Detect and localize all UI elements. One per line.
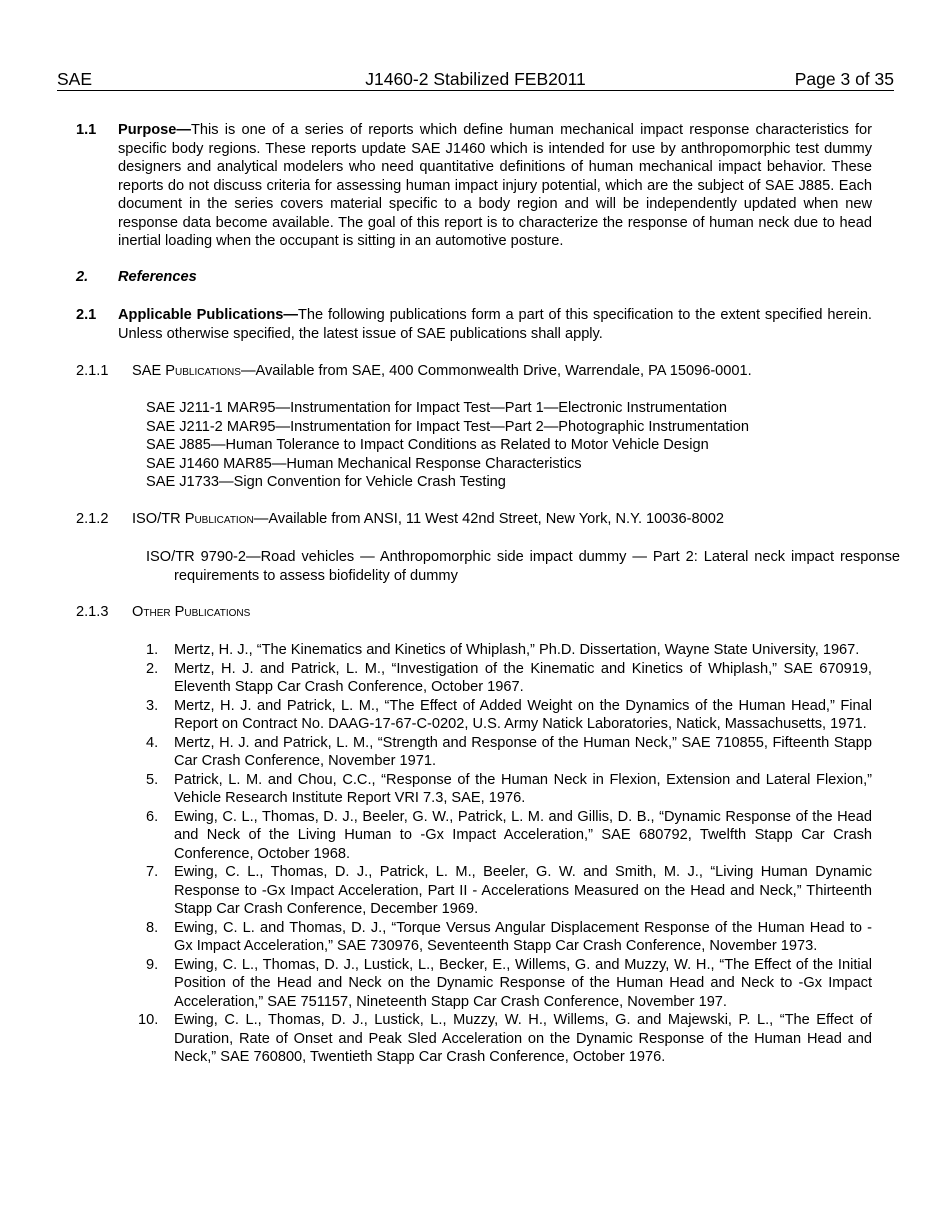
item-number: 1.	[146, 642, 159, 658]
section-body	[118, 306, 872, 343]
header-doc-id: J1460-2 Stabilized FEB2011	[365, 69, 586, 89]
item-number: 10.	[138, 1012, 159, 1028]
item-number: 9.	[146, 956, 159, 973]
item-text: Ewing, C. L., Thomas, D. J., Patrick, L. M., Beeler, G. W. and Smith, M. J., “Living Human Dynamic Response to -Gx Impact Acceleration, Part II - Accelerations Measured on the Head and Neck,” Thirteenth Stapp Car Crash Conference, December 1969.	[174, 864, 872, 917]
subsection-iso-publication	[76, 510, 872, 529]
section-number: 2.1	[76, 307, 97, 323]
item-text: Patrick, L. M. and Chou, C.C., “Response of the Human Neck in Flexion, Extension and Lateral Flexion,” Vehicle Research Institute Report VRI 7.3, SAE, 1976.	[174, 771, 872, 806]
header-org: SAE	[57, 69, 93, 89]
item-number: 4.	[146, 734, 159, 751]
sae-publication-list	[146, 399, 872, 492]
section-number: 2.	[76, 269, 89, 285]
item-text: Mertz, H. J., “The Kinematics and Kinetics of Whiplash,” Ph.D. Dissertation, Wayne State University, 1967.	[174, 642, 860, 658]
item-number: 7.	[146, 864, 159, 880]
subsection-heading	[132, 510, 872, 529]
header-page-number: Page 3 of 35	[794, 69, 894, 89]
subsection-number: 2.1.2	[76, 511, 109, 527]
list-item: SAE J211-1 MAR95—Instrumentation for Impact Test—Part 1—Electronic Instrumentation	[146, 400, 728, 416]
heading-cap: O	[132, 604, 144, 620]
heading-rest: —Available from ANSI, 11 West 42nd Street, New York, N.Y. 10036-8002	[253, 511, 724, 527]
subsection-heading	[132, 362, 872, 381]
item-number: 5.	[146, 771, 159, 788]
item-number: 3.	[146, 697, 159, 714]
list-item	[138, 1011, 872, 1067]
section-applicable-publications	[76, 306, 872, 343]
item-text: Ewing, C. L., Thomas, D. J., Lustick, L., Muzzy, W. H., Willems, G. and Majewski, P. L., “The Effect of Duration, Rate of Onset and Peak Sled Acceleration on the Dynamic Response of the Human Head and Neck,” SAE 760800, Twentieth Stapp Car Crash Conference, October 1976.	[174, 1012, 872, 1065]
list-item	[146, 919, 872, 956]
iso-publication-item: ISO/TR 9790-2—Road vehicles — Anthropomorphic side impact dummy — Part 2: Lateral neck impact response requirements to assess biofidelity of dummy	[146, 549, 900, 584]
subsection-heading	[132, 603, 872, 622]
list-item	[146, 808, 872, 864]
item-number: 2.	[146, 660, 159, 677]
section-title: Applicable Publications—	[118, 307, 298, 323]
list-item	[146, 863, 872, 919]
item-number: 8.	[146, 919, 159, 936]
subsection-other-publications	[76, 603, 872, 622]
list-item: SAE J1460 MAR85—Human Mechanical Response Characteristics	[146, 455, 582, 472]
section-number: 1.1	[76, 122, 97, 138]
section-title: Purpose—	[118, 122, 191, 138]
list-item: SAE J885—Human Tolerance to Impact Conditions as Related to Motor Vehicle Design	[146, 437, 709, 453]
item-text: Mertz, H. J. and Patrick, L. M., “Strength and Response of the Human Neck,” SAE 710855, Fifteenth Stapp Car Crash Conference, November 1971.	[174, 734, 872, 769]
list-item	[146, 641, 872, 660]
page-header	[57, 69, 894, 91]
item-text: Mertz, H. J. and Patrick, L. M., “The Effect of Added Weight on the Dynamics of the Human Head,” Final Report on Contract No. DAAG-17-67-C-0202, U.S. Army Natick Laboratories, Natick, Massachusetts, 1971.	[174, 697, 872, 732]
list-item	[146, 697, 872, 734]
section-purpose	[76, 121, 872, 251]
subsection-number: 2.1.3	[76, 604, 109, 620]
subsection-number: 2.1.1	[76, 363, 109, 379]
list-item	[146, 771, 872, 808]
item-text: Ewing, C. L., Thomas, D. J., Lustick, L., Becker, E., Willems, G. and Muzzy, W. H., “The Effect of the Initial Position of the Head and Neck on the Dynamic Response of the Human Head and Neck to -Gx Impact Acceleration,” SAE 751157, Nineteenth Stapp Car Crash Conference, November 197.	[174, 956, 872, 1010]
item-text: Ewing, C. L. and Thomas, D. J., “Torque Versus Angular Displacement Response of the Human Head to -Gx Impact Acceleration,” SAE 730976, Seventeenth Stapp Car Crash Conference, November 1973.	[174, 919, 872, 954]
heading-smallcaps: ublication	[194, 511, 254, 527]
list-item: SAE J211-2 MAR95—Instrumentation for Impact Test—Part 2—Photographic Instrumentation	[146, 418, 749, 435]
heading-cap: SAE P	[132, 363, 175, 379]
list-item	[146, 734, 872, 771]
section-text: This is one of a series of reports which define human mechanical impact response characteristics for specific body regions. These reports update SAE J1460 which is intended for use by anthropomorphic test dummy designers and analytical modelers who need quantitative definitions of human mechanical impact behavior. These reports do not discuss criteria for assessing human impact injury potential, which are the subject of SAE J885. Each document in the series covers material specific to a body region and will be independently updated when new response data become available. The goal of this report is to characterize the response of human neck due to head inertial loading when the occupant is sitting in an automotive posture.	[118, 122, 872, 249]
list-item	[146, 660, 872, 697]
item-text: Ewing, C. L., Thomas, D. J., Beeler, G. W., Patrick, L. M. and Gillis, D. B., “Dynamic Response of the Head and Neck of the Living Human to -Gx Impact Acceleration,” SAE 680792, Twelfth Stapp Car Crash Conference, October 1968.	[174, 808, 872, 862]
heading-smallcaps: ublications	[184, 604, 251, 620]
heading-cap: P	[174, 604, 185, 620]
subsection-sae-publications	[76, 362, 872, 381]
heading-cap: ISO/TR P	[132, 511, 195, 527]
other-publications-list	[138, 641, 872, 1067]
item-number: 6.	[146, 808, 159, 825]
list-item: SAE J1733—Sign Convention for Vehicle Crash Testing	[146, 474, 506, 490]
section-references	[76, 268, 872, 287]
heading-smallcaps: ther	[143, 604, 175, 620]
section-body	[118, 121, 872, 251]
heading-smallcaps: ublications	[175, 363, 241, 379]
item-text: Mertz, H. J. and Patrick, L. M., “Investigation of the Kinematic and Kinetics of Whiplash,” SAE 670919, Eleventh Stapp Car Crash Conference, October 1967.	[174, 660, 872, 695]
heading-rest: —Available from SAE, 400 Commonwealth Drive, Warrendale, PA 15096-0001.	[240, 363, 752, 379]
list-item	[146, 956, 872, 1012]
section-text: The following publications form a part of this specification to the extent specified herein. Unless otherwise specified, the latest issue of SAE publications shall apply.	[118, 307, 872, 342]
section-title: References	[118, 269, 197, 285]
